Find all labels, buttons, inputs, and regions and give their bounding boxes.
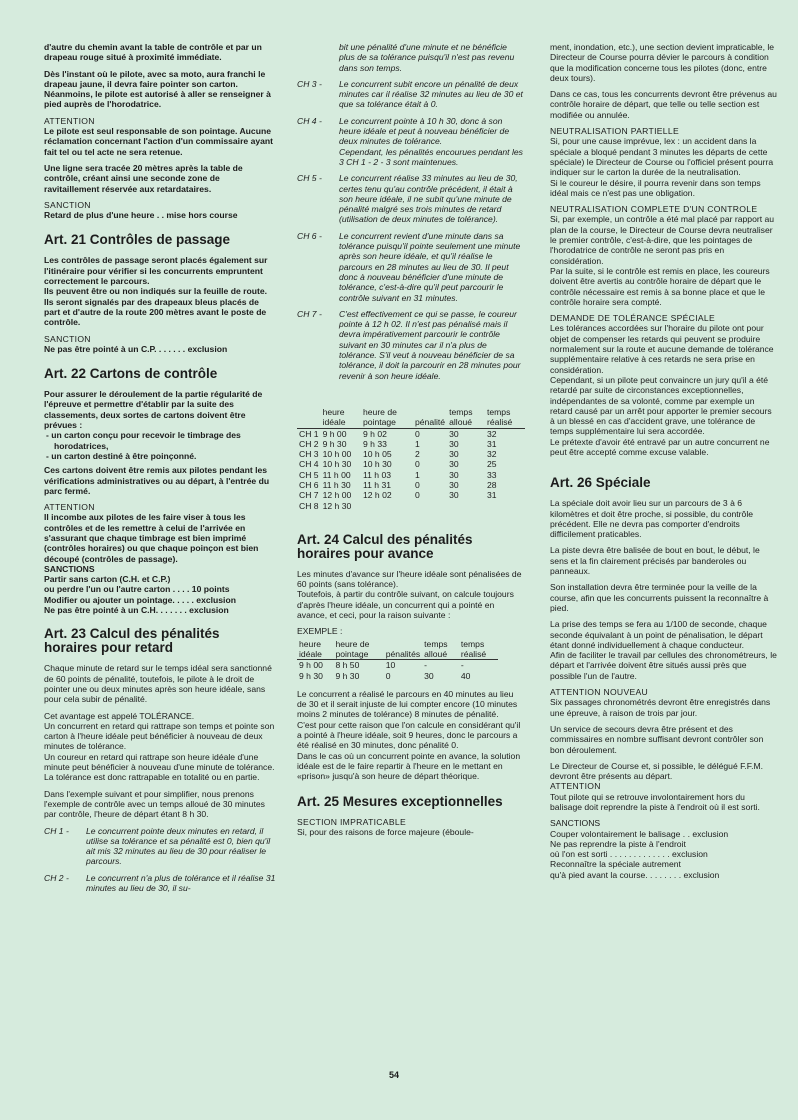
ch-text: C'est effectivement ce qui se passe, le coureur pointe à 12 h 02. Il n'est pas pénalisé mais il devra impérativement parcourir le contrôle suivant en 30 minutes car il n'a plus de tolérance. S'il veut à nouveau bénéficier de sa tolérance, il doit la parcourir en 28 minutes pour revenir à son heure idéale.	[339, 308, 521, 381]
paragraph: d'autre du chemin avant la table de contrôle et par un drapeau rouge situé à proximité immédiate.	[44, 42, 262, 63]
table-header-row	[297, 407, 525, 428]
ch-text: Cependant, les pénalités encourues pendant les 3 CH 1 - 2 - 3 sont maintenues.	[339, 146, 523, 167]
paragraph: Dans l'exemple suivant et pour simplifier, nous prenons l'exemple de contrôle avec un temps alloué de 30 minutes par contrôle, l'heure de départ étant 8 h 30.	[44, 788, 265, 820]
table-cell: 31	[486, 438, 497, 449]
sanction-line: Reconnaître la spéciale autrement	[550, 859, 681, 870]
ch-label: CH 6 -	[297, 230, 322, 241]
column-header: temps réalisé	[460, 638, 487, 659]
sanction-heading: SANCTION	[44, 199, 91, 210]
table-cell: 32	[486, 449, 497, 460]
column-left	[44, 42, 276, 899]
table-cell: CH 8	[299, 500, 319, 511]
table-cell: 28	[486, 479, 497, 490]
ch-entry	[297, 116, 525, 167]
sanction-line: Modifier ou ajouter un pointage. . . . . exclusion	[44, 594, 236, 605]
sanction-line: Retard de plus d'une heure . . mise hors course	[44, 210, 238, 221]
table-cell: 32	[486, 428, 497, 439]
column-header	[297, 407, 321, 428]
ch-text: Le concurrent subit encore un pénalité de deux minutes car il réalise 32 minutes au lieu de 30 et que sa tolérance était à 0.	[339, 78, 523, 110]
table-cell: 1	[414, 469, 420, 480]
table-cell: -	[424, 660, 428, 671]
ch-entry	[297, 173, 525, 224]
table-cell: 9 h 02	[362, 428, 387, 439]
ch-text: Le concurrent réalise 33 minutes au lieu de 30, certes tenu qu'au contrôle précédent, il était à son heure idéale, il ne subit qu'une minute de pénalité malgré ses trois minutes de retard (utilisation de deux minutes de tolérance).	[339, 173, 518, 225]
paragraph: Afin de faciliter le travail par cellules des chronométreurs, le départ et l'arrivée doivent être situés aussi près que possible l'un de l'autre.	[550, 650, 777, 681]
list-item: - un carton destiné à être poinçonné.	[54, 451, 276, 461]
paragraph: Cet avantage est appelé TOLÉRANCE.	[44, 710, 195, 721]
table-cell: 0	[414, 490, 420, 501]
column-middle	[297, 42, 525, 843]
table-cell: 11 h 03	[362, 469, 392, 480]
table-row	[297, 490, 525, 500]
table-cell: 9 h 30	[322, 438, 347, 449]
attention-heading: ATTENTION	[44, 115, 95, 126]
ch-text: Le concurrent revient d'une minute dans sa tolérance puisqu'il pointe seulement une minute après son heure idéale, et qu'il réalise le parcours en 28 minutes au lieu de 30. Il peut donc à nouveau bénéficier d'une minute de tolérance, c'est-à-dire qu'il peut parcourir le contrôle suivant en 31 minutes.	[339, 230, 521, 303]
table-cell: 9 h 30	[335, 670, 360, 681]
table-cell: CH 3	[299, 449, 319, 460]
table-cell: 9 h 00	[299, 660, 323, 671]
paragraph: Si, pour des raisons de force majeure (éboule-	[297, 826, 474, 837]
article-21-title: Art. 21 Contrôles de passage	[44, 232, 231, 248]
table-row	[297, 480, 525, 490]
paragraph: Les tolérances accordées sur l'horaire du pilote ont pour objet de compenser les retards qui peuvent se produire normalement sur la route et aucune demande de tolérance supplémentaire relative à ces retards ne sera prise en considération.	[550, 323, 774, 375]
page-number: 54	[389, 1070, 400, 1080]
sanction-line: qu'à pied avant la course. . . . . . . . exclusion	[550, 869, 720, 880]
column-header: heure idéale	[322, 406, 346, 428]
paragraph: Dans le cas où un concurrent pointe en avance, la solution idéale est de le faire repartir à l'heure en le mettant en «prison» jusqu'à son heure de départ théorique.	[297, 750, 521, 782]
column-header: pénalités	[385, 648, 421, 659]
sanction-line: ou perdre l'un ou l'autre carton . . . . 10 points	[44, 584, 230, 595]
table-row	[297, 459, 525, 469]
ch-text: Le concurrent n'a plus de tolérance et il réalise 31 minutes au lieu de 30, il su-	[86, 872, 276, 893]
table-cell: CH 7	[299, 490, 319, 501]
table-row	[297, 671, 498, 681]
ch-entry	[297, 42, 525, 73]
table-cell	[447, 501, 485, 511]
ch-entry	[44, 873, 276, 894]
table-cell: CH 5	[299, 469, 319, 480]
paragraph: Ils seront signalés par des drapeaux bleus placés de part et d'autre de la route 200 mètres avant le poste de contrôle.	[44, 296, 267, 328]
sanction-line: Ne pas être pointé à un C.P. . . . . . . exclusion	[44, 343, 228, 354]
sanction-line: Partir sans carton (C.H. et C.P.)	[44, 574, 171, 585]
paragraph: Il incombe aux pilotes de les faire viser à tous les contrôles et de les remettre à celui de l'arrivée en s'assurant que chaque timbrage est bien imprimé (contrôles horaires) ou que chaque poinçon est bien découpé (contrôles de passage).	[44, 512, 259, 564]
sanction-line: Ne pas être pointé à un C.H. . . . . . . exclusion	[44, 605, 229, 616]
table-cell: CH 2	[299, 438, 319, 449]
table-cell: CH 6	[299, 479, 319, 490]
table-cell: 9 h 30	[299, 670, 323, 681]
ch-text: Le concurrent pointe à 10 h 30, donc à son heure idéale et peut à nouveau bénéficier de deux minutes de tolérance.	[339, 115, 510, 147]
paragraph: Une ligne sera tracée 20 mètres après la table de contrôle, créant ainsi une seconde zone de ravitaillement réservée aux retardataires.	[44, 162, 243, 194]
table-cell: 9 h 33	[362, 438, 387, 449]
table-row	[297, 439, 525, 449]
table-row	[297, 501, 525, 511]
paragraph: Dans ce cas, tous les concurrents devront être prévenus au contrôle horaire de départ, que telle ou telle section est modifiée ou annulée.	[550, 89, 777, 120]
column-right	[550, 42, 778, 880]
ch-entry	[44, 826, 276, 867]
table-cell: 8 h 50	[335, 660, 360, 671]
attention-heading: ATTENTION	[44, 502, 95, 513]
table-cell: 10	[385, 660, 396, 671]
table-cell: 1	[414, 438, 420, 449]
sanctions-heading: SANCTIONS	[44, 563, 95, 574]
advance-example-table	[297, 639, 498, 681]
paragraph: La prise des temps se fera au 1/100 de seconde, chaque seconde équivalant à un point de pénalisation, le départ étant donné individuellement à chaque conducteur.	[550, 619, 767, 650]
paragraph: Si le coureur le désire, il pourra revenir dans son temps idéal mais ce n'est pas une obligation.	[550, 177, 761, 198]
table-cell	[413, 501, 447, 511]
section-heading: ATTENTION NOUVEAU	[550, 687, 649, 698]
section-heading: NEUTRALISATION COMPLETE D'UN CONTROLE	[550, 204, 758, 215]
bullet-list	[44, 430, 276, 461]
table-cell: 25	[486, 459, 497, 470]
table-header-row	[297, 639, 498, 660]
column-header: temps alloué	[449, 406, 473, 428]
paragraph: Chaque minute de retard sur le temps idéal sera sanctionné de 60 points de pénalité, toutefois, le pilote à le droit de pointer une ou deux minutes après son heure idéale, sans pour cela subir de pénalité.	[44, 663, 272, 705]
table-row	[297, 660, 498, 671]
list-item: - un carton conçu pour recevoir le timbrage des horodatrices,	[54, 430, 276, 451]
example-heading: EXEMPLE :	[297, 626, 343, 637]
article-25-title: Art. 25 Mesures exceptionnelles	[297, 793, 503, 809]
ch-text: Le concurrent pointe deux minutes en retard, il utilise sa tolérance et sa pénalité est 0, bien qu'il ait mis 32 minutes au lieu de 30 pour réaliser le parcours.	[86, 825, 271, 867]
paragraph: Si, par exemple, un contrôle a été mal placé par rapport au plan de la course, le Directeur de Course devra neutraliser le premier contrôle, c'est-à-dire, que les pointages de l'horodatrice de contrôle ne seront pas pris en considération.	[550, 214, 775, 266]
table-cell: 11 h 31	[362, 479, 392, 490]
paragraph: Si, pour une cause imprévue, lex : un accident dans la spéciale a bloqué pendant 3 minutes les départs de cette spéciale) le Directeur de Course ou l'officiel présent pourra indiquer sur le carton la durée de la neutralisation.	[550, 136, 774, 178]
table-cell: 0	[414, 459, 420, 470]
column-header: temps alloué	[424, 638, 448, 659]
table-cell	[485, 501, 525, 511]
column-header: heure de pointage	[362, 406, 397, 428]
sanctions-heading: SANCTIONS	[550, 818, 601, 829]
column-header: heure de pointage	[335, 638, 370, 659]
paragraph: Les contrôles de passage seront placés également sur l'itinéraire pour vérifier si les concurrents empruntent correctement le parcours.	[44, 255, 268, 287]
table-row	[297, 470, 525, 480]
section-heading: NEUTRALISATION PARTIELLE	[550, 126, 679, 137]
table-cell: 12 h 30	[322, 500, 352, 511]
ch-label: CH 5 -	[297, 173, 322, 184]
table-cell: 10 h 30	[322, 459, 352, 470]
paragraph: Toutefois, à partir du contrôle suivant, on calcule toujours d'après l'heure idéale, un concurrent qui a pointé en avance, et ceci, pour la raison suivante :	[297, 589, 514, 621]
ch-text: bit une pénalité d'une minute et ne bénéficie plus de sa tolérance puisqu'il n'est pas revenu dans son temps.	[339, 42, 515, 73]
table-cell: 30	[449, 469, 459, 480]
ch-entry	[297, 309, 525, 381]
table-cell: 33	[486, 469, 497, 480]
sanction-line: Ne pas reprendre la piste à l'endroit	[550, 838, 686, 849]
column-header: pénalité	[414, 417, 446, 428]
article-23-title: Art. 23 Calcul des pénalités horaires pour retard	[44, 626, 220, 656]
ch-label: CH 3 -	[297, 78, 322, 89]
table-cell: 11 h 30	[322, 479, 351, 490]
paragraph: Les minutes d'avance sur l'heure idéale sont pénalisées de 60 points (sans tolérance).	[297, 568, 522, 590]
table-cell: CH 4	[299, 459, 319, 470]
table-cell: 30	[449, 449, 459, 460]
table-cell: 12 h 00	[322, 490, 352, 501]
ch-label: CH 2 -	[44, 872, 69, 883]
paragraph: Le concurrent a réalisé le parcours en 40 minutes au lieu de 30 et il serait injuste de lui compter encore (10 minutes moins 2 minutes de tolérance) 8 minutes de pénalité.	[297, 688, 518, 720]
paragraph: Dès l'instant où le pilote, avec sa moto, aura franchi le drapeau jaune, il devra faire pointer son carton. Néanmoins, le pilote est autorisé à aller se renseigner à pied auprès de l'horodatrice.	[44, 68, 271, 110]
section-heading: DEMANDE DE TOLÉRANCE SPÉCIALE	[550, 313, 716, 324]
table-cell: 30	[449, 490, 459, 501]
table-row	[297, 428, 525, 439]
paragraph: Pour assurer le déroulement de la partie régularité de l'épreuve et permettre d'établir par la suite des classements, deux sortes de cartons doivent être prévues :	[44, 389, 263, 431]
paragraph: Son installation devra être terminée pour la veille de la course, afin que les concurrents puissent la reconnaître à pied.	[550, 582, 769, 613]
article-24-title: Art. 24 Calcul des pénalités horaires pour avance	[297, 531, 473, 561]
sanction-line: Couper volontairement le balisage . . exclusion	[550, 828, 729, 839]
ch-entry	[297, 231, 525, 303]
column-header: heure idéale	[299, 638, 322, 659]
paragraph: Le prétexte d'avoir été entravé par un autre concurrent ne peut être accepté comme excuse valable.	[550, 436, 770, 457]
ch-label: CH 7 -	[297, 308, 322, 319]
table-cell: 30	[449, 438, 459, 449]
paragraph: La tolérance est donc rattrapable en totalité ou en partie.	[44, 772, 260, 783]
table-cell: 0	[414, 479, 420, 490]
table-cell: CH 1	[299, 428, 319, 439]
article-26-title: Art. 26 Spéciale	[550, 475, 651, 491]
table-cell: 2	[414, 449, 420, 460]
paragraph: Tout pilote qui se retrouve involontairement hors du balisage doit reprendre la piste à l'endroit où il est sorti.	[550, 791, 760, 812]
paragraph: Un concurrent en retard qui rattrape son temps et pointe son carton à l'heure idéale peut bénéficier à nouveau de deux minutes de tolérance.	[44, 720, 275, 752]
table-cell: 10 h 30	[362, 459, 392, 470]
paragraph: Ces cartons doivent être remis aux pilotes pendant les vérifications administratives ou au départ, à l'entrée du parc fermé.	[44, 465, 270, 496]
paragraph: Le Directeur de Course et, si possible, le délégué F.F.M. devront être présents au départ.	[550, 760, 764, 782]
ch-label: CH 1 -	[44, 825, 69, 836]
ch-entry	[297, 79, 525, 110]
paragraph: Le pilote est seul responsable de son pointage. Aucune réclamation concernant l'action d'un commissaire ayant fait tel ou tel acte ne sera retenue.	[44, 126, 274, 157]
table-cell: 9 h 00	[322, 428, 347, 439]
table-row	[297, 449, 525, 459]
paragraph: La piste devra être balisée de bout en bout, le début, le sens et la fin clairement précisés par banderoles ou panneaux.	[550, 545, 760, 577]
paragraph: C'est pour cette raison que l'on calcule en considérant qu'il a pointé à l'heure idéale, soit 9 heures, donc le parcours a été réalisé en 30 minutes, donc pénalité 0.	[297, 719, 521, 751]
paragraph: Un service de secours devra être présent et des commissaires en nombre suffisant devront contrôler son bon déroulement.	[550, 723, 764, 755]
table-cell	[361, 501, 413, 511]
table-cell: 11 h 00	[322, 469, 351, 480]
paragraph: Un coureur en retard qui rattrape son heure idéale d'une minute peut bénéficier à nouveau d'une minute de tolérance.	[44, 751, 275, 773]
table-cell: 31	[486, 490, 497, 501]
section-heading: SECTION IMPRATICABLE	[297, 816, 406, 827]
paragraph: Six passages chronométrés devront être enregistrés dans une épreuve, à raison de trois par jour.	[550, 697, 771, 718]
paragraph: La spéciale doit avoir lieu sur un parcours de 3 à 6 kilomètres et doit être proche, si possible, du contrôle précédent. Elle ne devra pas comporter d'endroits difficilement praticables.	[550, 498, 754, 540]
table-cell: 40	[460, 670, 471, 681]
column-header: temps réalisé	[486, 406, 513, 428]
table-cell: 12 h 02	[362, 490, 392, 501]
paragraph: Cependant, si un pilote peut convaincre un jury qu'il a été retardé par suite de circonstances exceptionnelles, indépendantes de sa volonté, comme par exemple un retard causé par un arrêt pour apporter le premier secours à un blessé en cas d'accident grave, une tolérance de temps supplémentaire lui sera accordée.	[550, 374, 772, 437]
article-22-title: Art. 22 Cartons de contrôle	[44, 366, 218, 382]
table-cell: 30	[449, 428, 459, 439]
table-cell: 30	[424, 670, 434, 681]
paragraph: Par la suite, si le contrôle est remis en place, les coureurs doivent être avertis au contrôle horaire de départ que le contrôle nécessaire est remis à sa bonne place et que le contrôle horaire sera compté.	[550, 265, 770, 307]
table-cell: 0	[414, 428, 420, 439]
table-cell: 10 h 00	[322, 449, 352, 460]
attention-heading: ATTENTION	[550, 781, 601, 792]
ch-label: CH 4 -	[297, 115, 322, 126]
table-cell: 30	[449, 459, 459, 470]
sanction-heading: SANCTION	[44, 333, 91, 344]
paragraph: Ils peuvent être ou non indiqués sur la feuille de route.	[44, 286, 267, 297]
table-cell: -	[460, 660, 464, 671]
tolerance-example-table	[297, 407, 525, 511]
table-cell: 10 h 05	[362, 449, 392, 460]
sanction-line: où l'on est sorti . . . . . . . . . . . . . exclusion	[550, 849, 708, 860]
table-cell: 30	[449, 479, 459, 490]
table-cell: 0	[385, 670, 391, 681]
paragraph: ment, inondation, etc.), une section devient impraticable, le Directeur de Course pourra dévier le parcours à condition que la modification concerne tous les pilotes (donc, entre deux tours).	[550, 42, 775, 83]
